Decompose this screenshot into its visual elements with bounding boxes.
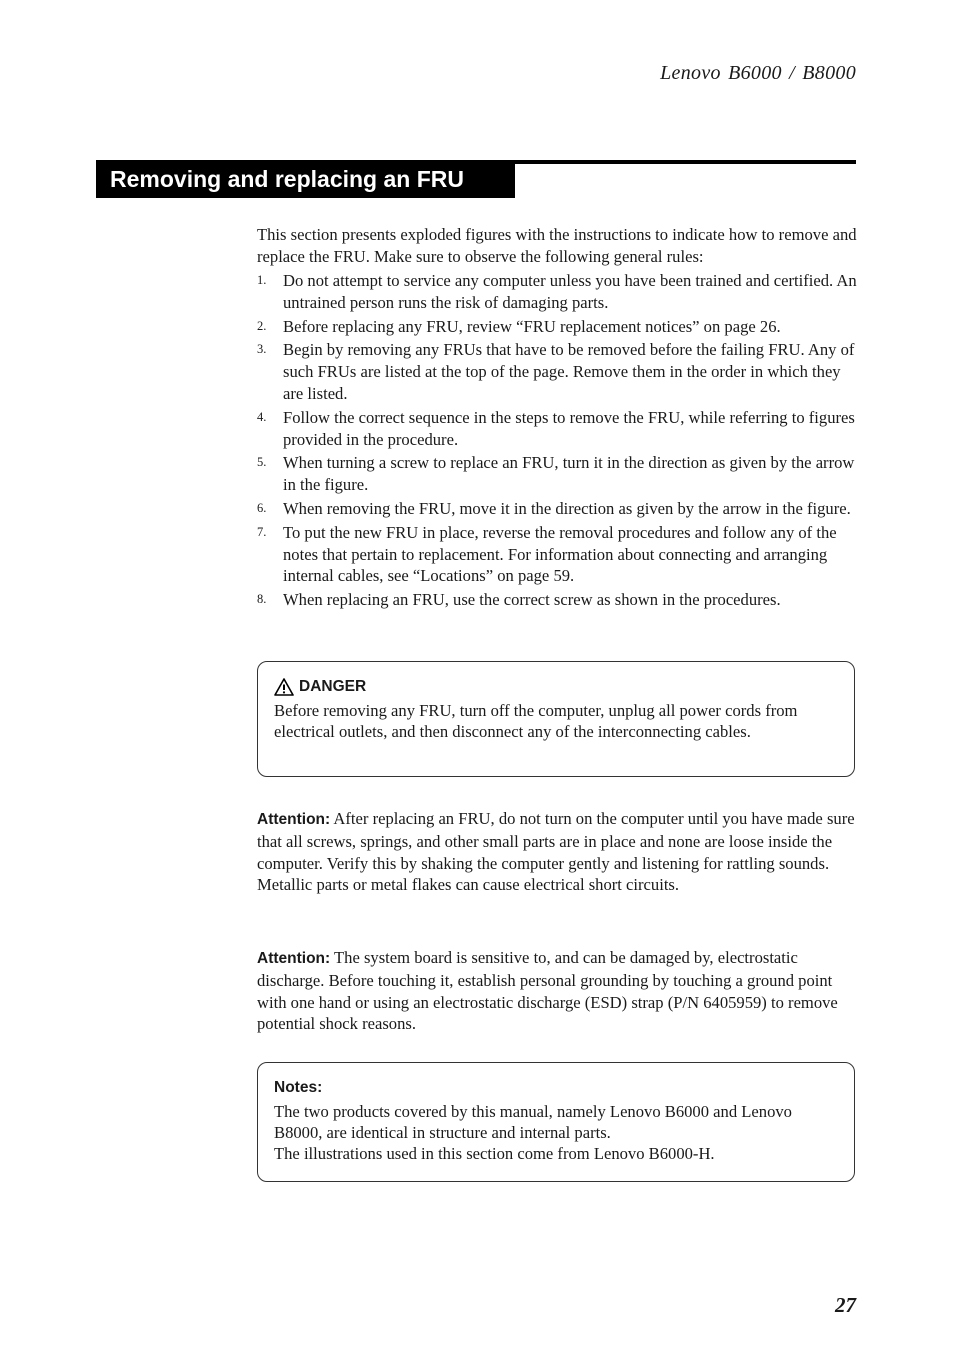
list-item [257,498,857,520]
list-item [257,589,857,611]
page-number: 27 [835,1293,856,1317]
notes-line: The two products covered by this manual, namely Lenovo B6000 and Lenovo B8000, are identical in structure and internal parts. [274,1102,792,1142]
list-item-number: 3. [257,342,267,357]
list-item-number: 6. [257,500,267,515]
list-item [257,407,857,451]
list-item-text: When removing the FRU, move it in the direction as given by the arrow in the figure. [283,498,851,518]
intro-paragraph: This section presents exploded figures with the instructions to indicate how to remove and replace the FRU. Make sure to observe the following general rules: [257,225,857,266]
danger-text: Before removing any FRU, turn off the computer, unplug all power cords from electrical outlets, and then disconnect any of the interconnecting cables. [274,701,798,741]
list-item [257,452,857,496]
running-header: Lenovo B6000 / B8000 [660,62,856,84]
attention-paragraph [257,808,857,896]
warning-triangle-icon [274,678,294,696]
section-bar [96,160,856,198]
list-item [257,522,857,587]
danger-box [257,661,855,777]
list-item-number: 2. [257,318,267,333]
list-item-text: To put the new FRU in place, reverse the removal procedures and follow any of the notes that pertain to replacement. For information about connecting and arranging internal cables, see “Locations” on page 59. [283,522,837,586]
notes-line: The illustrations used in this section come from Lenovo B6000-H. [274,1143,715,1163]
attention-label: Attention: [257,950,331,967]
notes-box [257,1062,855,1182]
danger-heading [274,676,838,698]
notes-label: Notes: [274,1079,323,1096]
list-item-number: 4. [257,409,267,424]
danger-label: DANGER [299,678,367,695]
list-item-number: 1. [257,273,267,287]
list-item-number: 7. [257,524,267,539]
list-item-text: Do not attempt to service any computer unless you have been trained and certified. An untrained person runs the risk of damaging parts. [283,271,857,312]
list-item [257,270,857,314]
section-title: Removing and replacing an FRU [96,160,515,198]
attention-text: After replacing an FRU, do not turn on the computer until you have made sure that all screws, springs, and other small parts are in place and none are loose inside the computer. Verify this by shaking the computer gently and listening for rattling sounds. Metallic parts or metal flakes can cause electrical short circuits. [257,809,855,895]
rules-list [257,270,857,613]
list-item-text: Before replacing any FRU, review “FRU replacement notices” on page 26. [283,316,781,336]
attention-text: The system board is sensitive to, and can be damaged by, electrostatic discharge. Before touching it, establish personal grounding by touching a ground point with one hand or using an electrostatic discharge (ESD) strap (P/N 6405959) to remove potential shock reasons. [257,948,838,1034]
list-item-text: When replacing an FRU, use the correct screw as shown in the procedures. [283,590,781,610]
list-item [257,339,857,404]
list-item-text: Follow the correct sequence in the steps to remove the FRU, while referring to figures provided in the procedure. [283,407,855,449]
list-item-text: When turning a screw to replace an FRU, turn it in the direction as given by the arrow in the figure. [283,453,855,495]
attention-paragraph [257,947,857,1035]
list-item-text: Begin by removing any FRUs that have to be removed before the failing FRU. Any of such FRUs are listed at the top of the page. Remove them in the order in which they are listed. [283,340,855,403]
attention-label: Attention: [257,811,331,828]
list-item [257,316,857,338]
list-item-number: 5. [257,455,267,470]
list-item-number: 8. [257,592,267,607]
